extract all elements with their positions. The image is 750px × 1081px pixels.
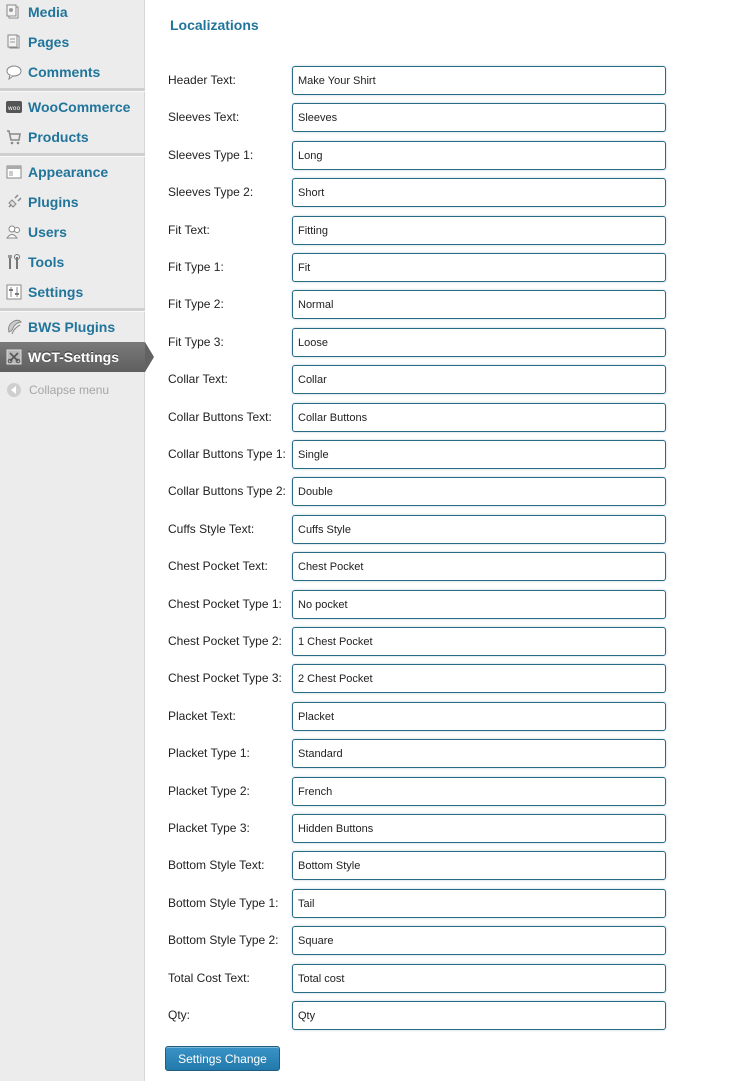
tools-icon <box>6 254 22 270</box>
sidebar-item-plugins[interactable] <box>0 187 145 217</box>
field-label: Fit Text: <box>168 223 210 237</box>
localization-text-field[interactable] <box>292 552 666 581</box>
bws-plugins-icon <box>6 319 22 335</box>
field-label: Chest Pocket Type 2: <box>168 634 282 648</box>
sidebar-item-label: Media <box>28 4 68 20</box>
localization-text-field[interactable] <box>292 889 666 918</box>
collapse-menu-label: Collapse menu <box>29 383 110 397</box>
sidebar-item-wct-settings[interactable] <box>0 342 145 372</box>
users-icon <box>6 224 22 240</box>
localization-text-field[interactable] <box>292 702 666 731</box>
field-label: Sleeves Type 2: <box>168 185 254 199</box>
comments-icon <box>6 64 22 80</box>
sidebar-item-label: Pages <box>28 34 70 50</box>
field-label: Collar Buttons Text: <box>168 410 272 424</box>
field-label: Collar Text: <box>168 372 228 386</box>
localization-text-field[interactable] <box>292 290 666 319</box>
sidebar-item-label: BWS Plugins <box>28 319 116 335</box>
woocommerce-icon <box>6 99 22 115</box>
field-label: Fit Type 3: <box>168 335 224 349</box>
collapse-arrow-icon <box>7 383 21 397</box>
field-label: Fit Type 1: <box>168 260 224 274</box>
localization-text-field[interactable] <box>292 964 666 993</box>
localization-text-field[interactable] <box>292 664 666 693</box>
sidebar-item-label: WCT-Settings <box>28 349 119 365</box>
localization-text-field[interactable] <box>292 365 666 394</box>
field-label: Qty: <box>168 1008 191 1022</box>
page-title: Localizations <box>170 17 259 33</box>
field-label: Sleeves Text: <box>168 110 240 124</box>
plugins-icon <box>6 194 22 210</box>
pages-icon <box>6 34 22 50</box>
field-label: Bottom Style Type 2: <box>168 933 279 947</box>
collapse-menu-button[interactable] <box>0 378 145 402</box>
sidebar-item-woocommerce[interactable] <box>0 92 145 122</box>
settings-change-button[interactable]: Settings Change <box>165 1046 280 1071</box>
localization-text-field[interactable] <box>292 851 666 880</box>
field-label: Placket Type 3: <box>168 821 250 835</box>
main-content <box>146 0 750 1081</box>
field-label: Placket Text: <box>168 709 236 723</box>
localization-text-field[interactable] <box>292 814 666 843</box>
localization-text-field[interactable] <box>292 328 666 357</box>
localization-text-field[interactable] <box>292 440 666 469</box>
field-label: Sleeves Type 1: <box>168 148 254 162</box>
localization-text-field[interactable] <box>292 739 666 768</box>
sidebar-item-label: Appearance <box>28 164 109 180</box>
field-label: Header Text: <box>168 73 236 87</box>
localization-text-field[interactable] <box>292 627 666 656</box>
localization-text-field[interactable] <box>292 777 666 806</box>
sidebar-item-settings[interactable] <box>0 277 145 307</box>
localization-text-field[interactable] <box>292 216 666 245</box>
field-label: Total Cost Text: <box>168 971 250 985</box>
sidebar-item-media[interactable] <box>0 0 145 27</box>
svg-text:woo: woo <box>7 105 21 112</box>
localization-text-field[interactable] <box>292 590 666 619</box>
sidebar-item-label: WooCommerce <box>28 99 131 115</box>
sidebar-item-appearance[interactable] <box>0 157 145 187</box>
sidebar-item-label: Comments <box>28 64 101 80</box>
field-label: Collar Buttons Type 2: <box>168 484 286 498</box>
field-label: Bottom Style Type 1: <box>168 896 279 910</box>
wct-settings-icon <box>6 349 22 365</box>
sidebar-item-label: Products <box>28 129 89 145</box>
sidebar-item-products[interactable] <box>0 122 145 152</box>
localization-text-field[interactable] <box>292 515 666 544</box>
field-label: Collar Buttons Type 1: <box>168 447 286 461</box>
field-label: Placket Type 1: <box>168 746 250 760</box>
products-icon <box>6 129 22 145</box>
sidebar-item-bws-plugins[interactable] <box>0 312 145 342</box>
sidebar-item-label: Plugins <box>28 194 79 210</box>
sidebar-item-label: Settings <box>28 284 84 300</box>
field-label: Chest Pocket Type 1: <box>168 597 282 611</box>
localization-text-field[interactable] <box>292 141 666 170</box>
localization-text-field[interactable] <box>292 253 666 282</box>
localization-text-field[interactable] <box>292 103 666 132</box>
sidebar-item-users[interactable] <box>0 217 145 247</box>
localization-text-field[interactable] <box>292 66 666 95</box>
sidebar-item-label: Users <box>28 224 67 240</box>
localization-text-field[interactable] <box>292 403 666 432</box>
admin-sidebar <box>0 0 145 1081</box>
field-label: Chest Pocket Text: <box>168 559 268 573</box>
sidebar-item-comments[interactable] <box>0 57 145 87</box>
localization-text-field[interactable] <box>292 926 666 955</box>
field-label: Cuffs Style Text: <box>168 522 255 536</box>
field-label: Fit Type 2: <box>168 297 224 311</box>
localization-text-field[interactable] <box>292 1001 666 1030</box>
field-label: Chest Pocket Type 3: <box>168 671 282 685</box>
field-label: Bottom Style Text: <box>168 858 265 872</box>
appearance-icon <box>6 164 22 180</box>
sidebar-item-label: Tools <box>28 254 65 270</box>
media-icon <box>6 4 22 20</box>
localization-text-field[interactable] <box>292 178 666 207</box>
field-label: Placket Type 2: <box>168 784 250 798</box>
sidebar-item-tools[interactable] <box>0 247 145 277</box>
settings-icon <box>6 284 22 300</box>
sidebar-item-pages[interactable] <box>0 27 145 57</box>
localization-text-field[interactable] <box>292 477 666 506</box>
